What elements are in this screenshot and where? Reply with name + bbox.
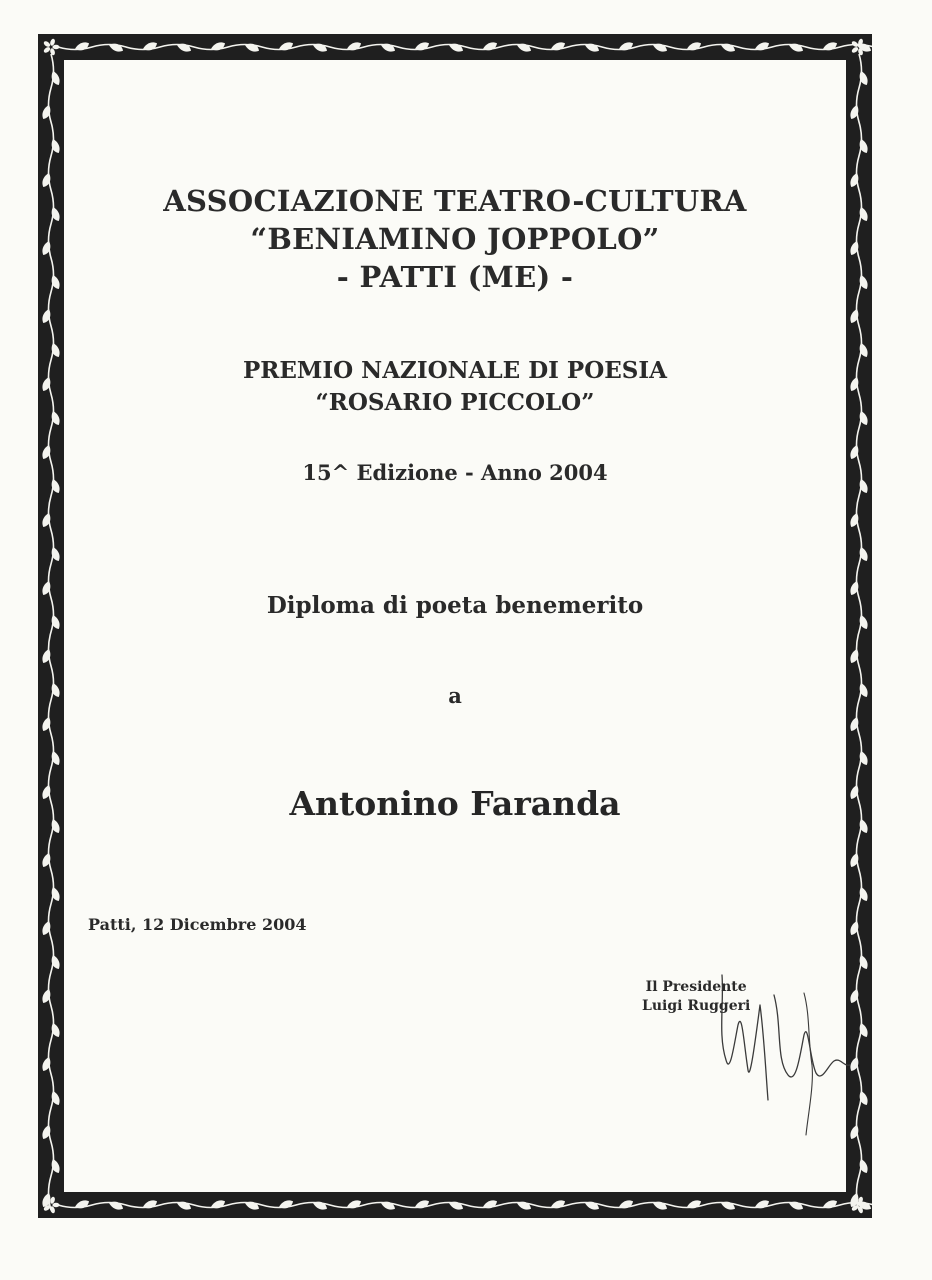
edition-year: 15^ Edizione - Anno 2004 xyxy=(302,460,608,485)
certificate-content xyxy=(64,60,846,1192)
prize-title xyxy=(64,355,846,419)
diploma-title: Diploma di poeta benemerito xyxy=(266,592,644,619)
connector-text: a xyxy=(448,683,462,708)
association-dedication: “BENIAMINO JOPPOLO” xyxy=(250,222,660,256)
prize-dedication: “ROSARIO PICCOLO” xyxy=(315,389,595,416)
prize-name: PREMIO NAZIONALE DI POESIA xyxy=(242,357,668,384)
association-name: ASSOCIAZIONE TEATRO-CULTURA xyxy=(163,184,747,218)
association-city: - PATTI (ME) - xyxy=(336,260,574,294)
recipient-name: Antonino Faranda xyxy=(289,784,621,823)
signatory-block xyxy=(642,978,750,1016)
signatory-name: Luigi Ruggeri xyxy=(642,998,751,1014)
signatory-role: Il Presidente xyxy=(645,979,747,995)
association-header xyxy=(64,182,846,296)
place-and-date: Patti, 12 Dicembre 2004 xyxy=(88,915,307,934)
